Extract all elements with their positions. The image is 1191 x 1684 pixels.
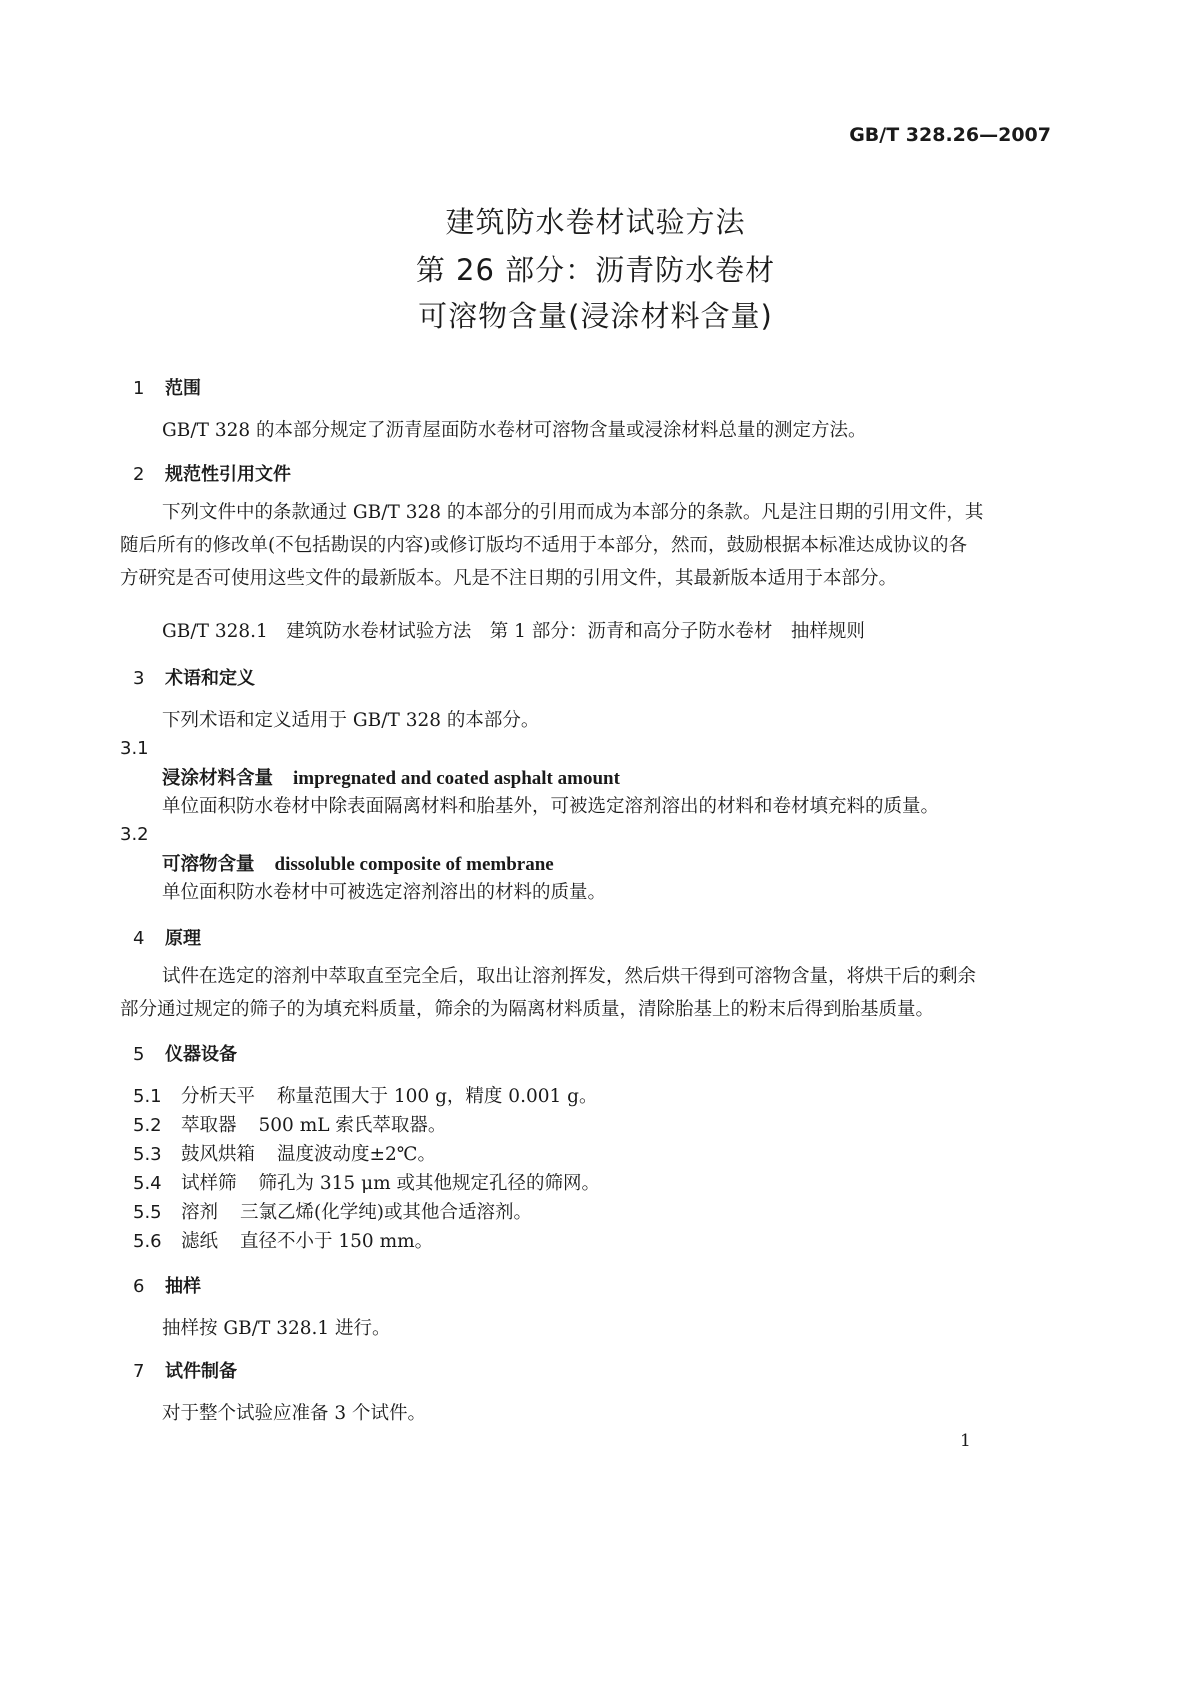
section-title: 仪器设备 (165, 1044, 237, 1065)
item-number: 5.1 (133, 1086, 162, 1107)
section-5-heading (133, 1040, 237, 1066)
item-desc: 筛孔为 315 μm 或其他规定孔径的筛网。 (258, 1173, 601, 1194)
section-title: 试件制备 (165, 1361, 237, 1382)
equipment-item (133, 1198, 532, 1224)
item-desc: 三氯乙烯(化学纯)或其他合适溶剂。 (240, 1202, 532, 1223)
section-1-body: GB/T 328 的本部分规定了沥青屋面防水卷材可溶物含量或浸涂材料总量的测定方法。 (162, 420, 867, 441)
term-en: impregnated and coated asphalt amount (293, 768, 620, 789)
term-3-1-title (162, 764, 620, 790)
section-number: 4 (133, 928, 145, 949)
section-title: 范围 (165, 378, 201, 399)
equipment-item (133, 1227, 433, 1253)
section-4-heading (133, 924, 201, 950)
item-desc: 温度波动度±2℃。 (277, 1144, 436, 1165)
equipment-item (133, 1111, 446, 1137)
section-7-heading (133, 1357, 237, 1383)
standard-code: GB/T 328.26—2007 (849, 124, 1051, 146)
title-line-1: 建筑防水卷材试验方法 (445, 205, 746, 239)
item-name: 溶剂 (181, 1202, 219, 1223)
title-line-2: 第 26 部分：沥青防水卷材 (415, 253, 776, 287)
section-title: 抽样 (165, 1276, 201, 1297)
section-6-body: 抽样按 GB/T 328.1 进行。 (162, 1318, 391, 1339)
section-6-heading (133, 1272, 201, 1298)
section-2-reference: GB/T 328.1 建筑防水卷材试验方法 第 1 部分：沥青和高分子防水卷材 抽样规则 (162, 621, 865, 642)
item-name: 分析天平 (181, 1086, 256, 1107)
term-3-1-number: 3.1 (120, 738, 149, 759)
item-number: 5.6 (133, 1231, 162, 1252)
item-name: 萃取器 (181, 1115, 237, 1136)
item-number: 5.2 (133, 1115, 162, 1136)
section-number: 6 (133, 1276, 145, 1297)
item-desc: 直径不小于 150 mm。 (240, 1231, 434, 1252)
section-2-heading (133, 460, 291, 486)
section-2-body: 下列文件中的条款通过 GB/T 328 的本部分的引用而成为本部分的条款。凡是注日期的引用文件，其随后所有的修改单(不包括勘误的内容)或修订版均不适用于本部分，然而，鼓励根据本标准达成协议的各方研究是否可使用这些文件的最新版本。凡是不注日期的引用文件，其最新版本适用于本部分。 (120, 502, 984, 589)
section-title: 术语和定义 (165, 668, 255, 689)
term-3-2-title (162, 850, 554, 876)
term-zh: 可溶物含量 (162, 854, 255, 875)
title-line-3: 可溶物含量(浸涂材料含量) (418, 299, 773, 333)
item-name: 滤纸 (181, 1231, 219, 1252)
section-number: 2 (133, 464, 145, 485)
term-en: dissoluble composite of membrane (274, 854, 554, 875)
equipment-item (133, 1169, 600, 1195)
section-3-heading (133, 664, 255, 690)
section-4-body: 试件在选定的溶剂中萃取直至完全后，取出让溶剂挥发，然后烘干得到可溶物含量，将烘干后的剩余部分通过规定的筛子的为填充料质量，筛余的为隔离材料质量，清除胎基上的粉末后得到胎基质量。 (120, 966, 977, 1020)
item-number: 5.5 (133, 1202, 162, 1223)
equipment-item (133, 1082, 598, 1108)
term-3-2-number: 3.2 (120, 824, 149, 845)
item-number: 5.3 (133, 1144, 162, 1165)
section-3-body: 下列术语和定义适用于 GB/T 328 的本部分。 (162, 710, 540, 731)
section-number: 7 (133, 1361, 145, 1382)
section-title: 规范性引用文件 (165, 464, 291, 485)
item-number: 5.4 (133, 1173, 162, 1194)
term-zh: 浸涂材料含量 (162, 768, 274, 789)
section-number: 3 (133, 668, 145, 689)
item-name: 鼓风烘箱 (181, 1144, 256, 1165)
section-number: 5 (133, 1044, 145, 1065)
page-number: 1 (960, 1431, 971, 1451)
item-name: 试样筛 (181, 1173, 237, 1194)
term-3-2-definition: 单位面积防水卷材中可被选定溶剂溶出的材料的质量。 (162, 882, 607, 903)
section-title: 原理 (165, 928, 201, 949)
term-3-1-definition: 单位面积防水卷材中除表面隔离材料和胎基外，可被选定溶剂溶出的材料和卷材填充料的质量。 (162, 796, 940, 817)
section-number: 1 (133, 378, 145, 399)
section-1-heading (133, 374, 201, 400)
item-desc: 500 mL 索氏萃取器。 (258, 1115, 447, 1136)
section-7-body: 对于整个试验应准备 3 个试件。 (162, 1403, 427, 1424)
equipment-item (133, 1140, 436, 1166)
item-desc: 称量范围大于 100 g，精度 0.001 g。 (277, 1086, 598, 1107)
